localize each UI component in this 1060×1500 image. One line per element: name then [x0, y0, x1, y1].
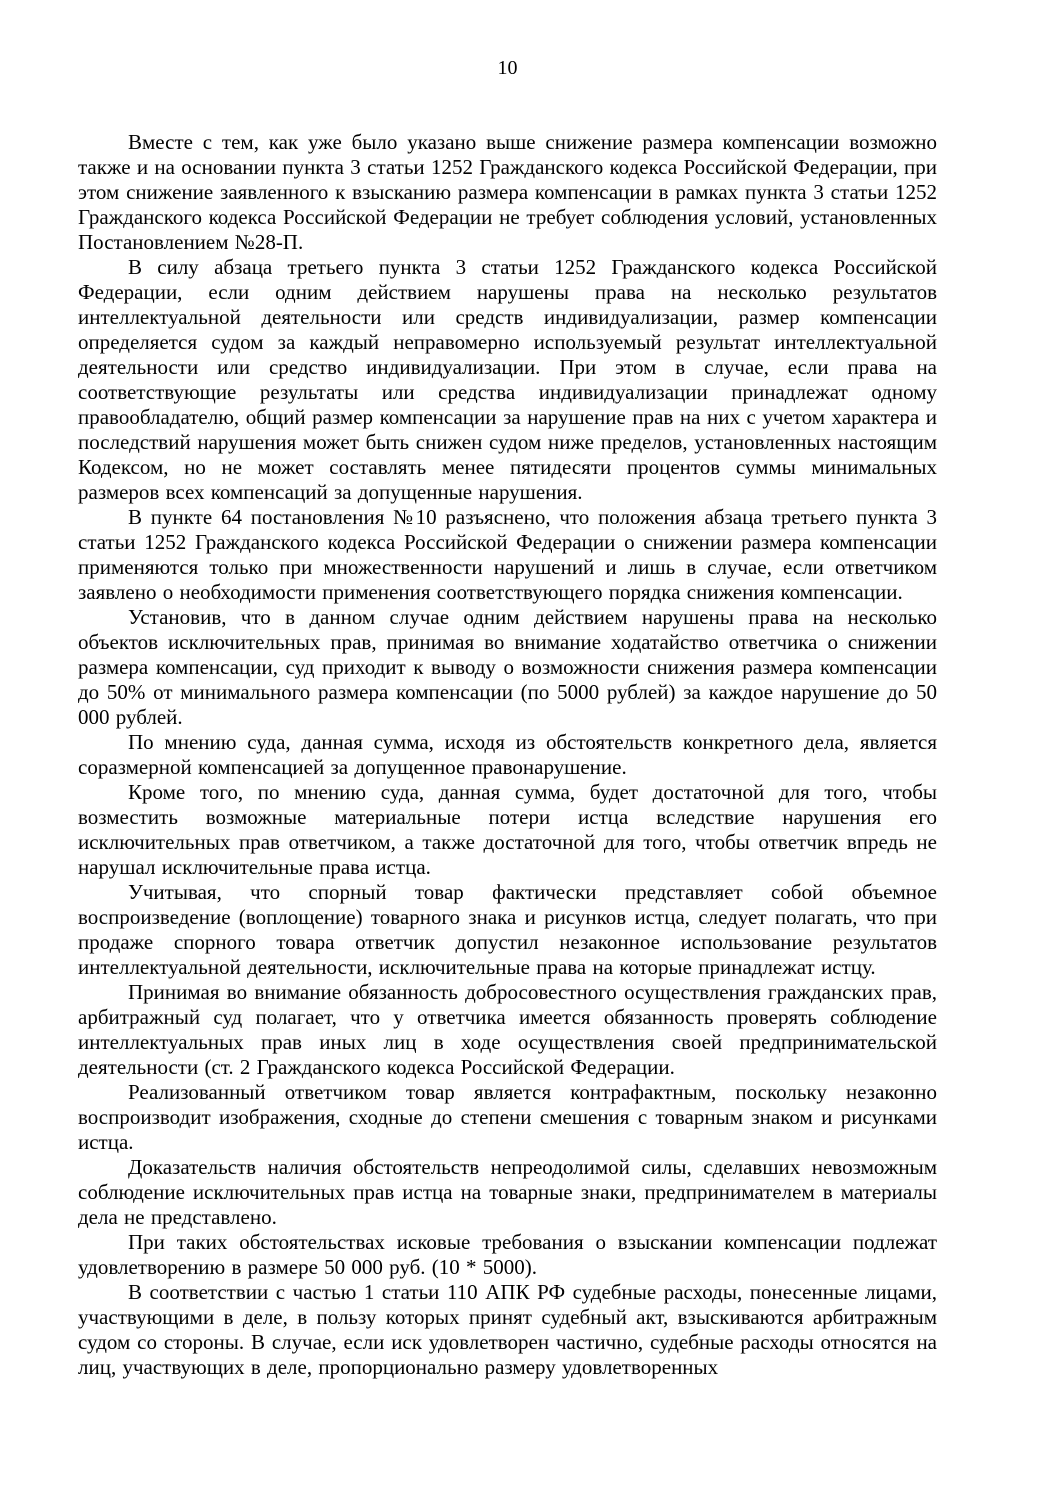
paragraph-4: Установив, что в данном случае одним действием нарушены права на несколько объектов исключительных прав, принимая во внимание ходатайство ответчика о снижении размера компенсации, суд приходит к выводу о возможности снижения размера компенсации до 50% от минимального размера компенсации (по 5000 рублей) за каждое нарушение до 50 000 рублей.: [78, 605, 937, 729]
paragraph-6: Кроме того, по мнению суда, данная сумма, будет достаточной для того, чтобы возместить возможные материальные потери истца вследствие нарушения его исключительных прав ответчиком, а также достаточной для того, чтобы ответчик впредь не нарушал исключительные права истца.: [78, 780, 937, 879]
paragraph-2: В силу абзаца третьего пункта 3 статьи 1252 Гражданского кодекса Российской Федерации, если одним действием нарушены права на несколько результатов интеллектуальной деятельности или средств индивидуализации, размер компенсации определяется судом за каждый неправомерно используемый результат интеллектуальной деятельности или средство индивидуализации. При этом в случае, если права на соответствующие результаты или средства индивидуализации принадлежат одному правообладателю, общий размер компенсации за нарушение прав на них с учетом характера и последствий нарушения может быть снижен судом ниже пределов, установленных настоящим Кодексом, но не может составлять менее пятидесяти процентов суммы минимальных размеров всех компенсаций за допущенные нарушения.: [78, 255, 937, 504]
page-number: 10: [497, 57, 518, 79]
paragraph-11: При таких обстоятельствах исковые требования о взыскании компенсации подлежат удовлетворению в размере 50 000 руб. (10 * 5000).: [78, 1230, 937, 1279]
paragraph-10: Доказательств наличия обстоятельств непреодолимой силы, сделавших невозможным соблюдение исключительных прав истца на товарные знаки, предпринимателем в материалы дела не представлено.: [78, 1155, 937, 1229]
paragraph-3: В пункте 64 постановления №10 разъяснено, что положения абзаца третьего пункта 3 статьи 1252 Гражданского кодекса Российской Федерации о снижении размера компенсации применяются только при множественности нарушений и лишь в случае, если ответчиком заявлено о необходимости применения соответствующего порядка снижения компенсации.: [78, 505, 937, 604]
paragraph-9: Реализованный ответчиком товар является контрафактным, поскольку незаконно воспроизводит изображения, сходные до степени смешения с товарным знаком и рисунками истца.: [78, 1080, 937, 1154]
paragraph-8: Принимая во внимание обязанность добросовестного осуществления гражданских прав, арбитражный суд полагает, что у ответчика имеется обязанность проверять соблюдение интеллектуальных прав иных лиц в ходе осуществления своей предпринимательской деятельности (ст. 2 Гражданского кодекса Российской Федерации.: [78, 980, 937, 1079]
paragraph-5: По мнению суда, данная сумма, исходя из обстоятельств конкретного дела, является соразмерной компенсацией за допущенное правонарушение.: [78, 730, 937, 779]
document-body: [78, 130, 937, 1380]
paragraph-12: В соответствии с частью 1 статьи 110 АПК РФ судебные расходы, понесенные лицами, участвующими в деле, в пользу которых принят судебный акт, взыскиваются арбитражным судом со стороны. В случае, если иск удовлетворен частично, судебные расходы относятся на лиц, участвующих в деле, пропорционально размеру удовлетворенных: [78, 1280, 937, 1379]
paragraph-7: Учитывая, что спорный товар фактически представляет собой объемное воспроизведение (воплощение) товарного знака и рисунков истца, следует полагать, что при продаже спорного товара ответчик допустил незаконное использование результатов интеллектуальной деятельности, исключительные права на которые принадлежат истцу.: [78, 880, 937, 979]
paragraph-1: Вместе с тем, как уже было указано выше снижение размера компенсации возможно также и на основании пункта 3 статьи 1252 Гражданского кодекса Российской Федерации, при этом снижение заявленного к взысканию размера компенсации в рамках пункта 3 статьи 1252 Гражданского кодекса Российской Федерации не требует соблюдения условий, установленных Постановлением №28-П.: [78, 130, 937, 254]
